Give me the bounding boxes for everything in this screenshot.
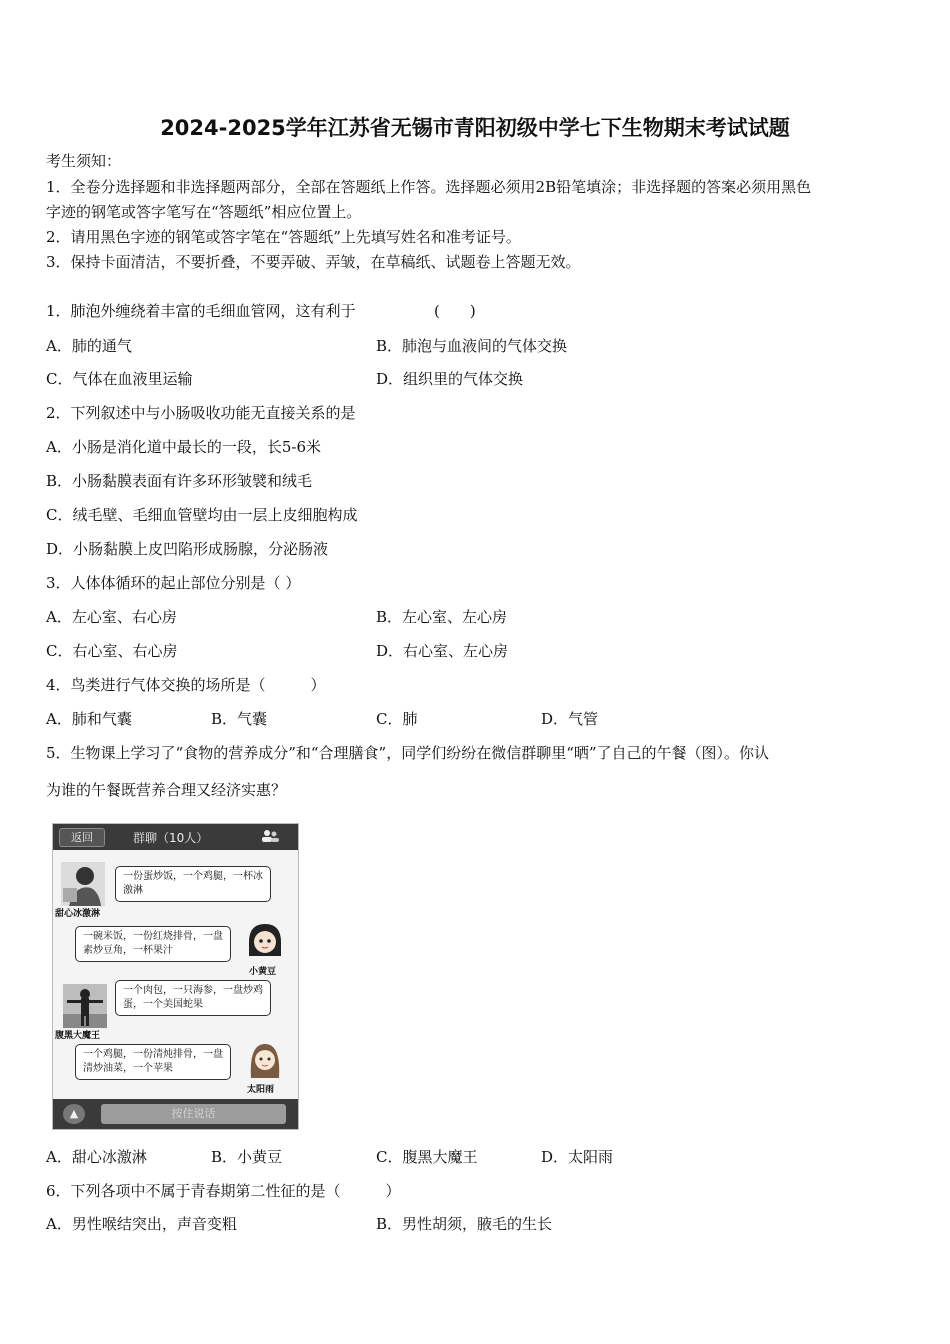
chat-header — [53, 824, 298, 850]
q1-option-a: A．肺的通气 — [46, 337, 132, 355]
q2-option-c: C．绒毛壁、毛细血管壁均由一层上皮细胞构成 — [46, 506, 358, 524]
avatar-sweetheart — [61, 862, 105, 906]
wechat-group-screenshot — [52, 823, 299, 1130]
q2-option-d: D．小肠黏膜上皮凹陷形成肠腺，分泌肠液 — [46, 540, 329, 558]
chat-title: 群聊（10人） — [133, 831, 209, 845]
q6-option-a: A．男性喉结突出，声音变粗 — [46, 1215, 237, 1233]
chat-message-4: 一个鸡腿，一份清炖排骨，一盘清炒油菜，一个苹果 — [75, 1044, 231, 1080]
notice-line-3: 3．保持卡面清洁，不要折叠，不要弄破、弄皱，在草稿纸、试题卷上答题无效。 — [46, 253, 581, 271]
q1-option-d: D．组织里的气体交换 — [376, 370, 524, 388]
people-icon — [260, 829, 280, 846]
q1-option-c: C．气体在血液里运输 — [46, 370, 193, 388]
q2-option-a: A．小肠是消化道中最长的一段，长5-6米 — [46, 438, 321, 456]
q2-option-b: B．小肠黏膜表面有许多环形皱襞和绒毛 — [46, 472, 313, 490]
keyboard-toggle-icon: ▲ — [63, 1104, 85, 1124]
q3-option-a: A．左心室、右心房 — [46, 608, 177, 626]
notice-line-1b: 字迹的钢笔或答字笔写在“答题纸”相应位置上。 — [46, 203, 362, 221]
q5-stem-line-1: 5．生物课上学习了“食物的营养成分”和“合理膳食”，同学们纷纷在微信群聊里“晒”了自己的午餐（图）。你认 — [46, 744, 770, 762]
notice-heading: 考生须知： — [46, 152, 122, 170]
q6-option-b: B．男性胡须，腋毛的生长 — [376, 1215, 553, 1233]
notice-line-2: 2．请用黑色字迹的钢笔或答字笔在“答题纸”上先填写姓名和准考证号。 — [46, 228, 521, 246]
q3-option-d: D．右心室、左心房 — [376, 642, 509, 660]
q5-stem-line-2: 为谁的午餐既营养合理又经济实惠？ — [46, 781, 287, 799]
avatar-dark-demon-king — [63, 984, 107, 1028]
chat-back-button: 返回 — [59, 828, 105, 847]
q6-stem: 6．下列各项中不属于青春期第二性征的是（ ） — [46, 1182, 401, 1200]
page-title: 2024-2025学年江苏省无锡市青阳初级中学七下生物期末考试试题 — [160, 116, 790, 140]
notice-line-1a: 1．全卷分选择题和非选择题两部分，全部在答题纸上作答。选择题必须用2B铅笔填涂；非选择题的答案必须用黑色 — [46, 178, 812, 196]
q4-option-c: C．肺 — [376, 710, 418, 728]
q3-stem: 3．人体体循环的起止部位分别是（ ） — [46, 574, 301, 592]
q2-stem: 2．下列叙述中与小肠吸收功能无直接关系的是 — [46, 404, 356, 422]
q1-paren: ( ) — [434, 302, 476, 320]
q1-stem: 1．肺泡外缠绕着丰富的毛细血管网，这有利于 — [46, 302, 356, 320]
q5-option-d: D．太阳雨 — [541, 1148, 614, 1166]
q5-option-b: B．小黄豆 — [211, 1148, 283, 1166]
name-little-bean: 小黄豆 — [249, 967, 277, 977]
q3-option-b: B．左心室、左心房 — [376, 608, 508, 626]
hold-to-talk-button: 按住说话 — [101, 1104, 286, 1124]
q1-option-b: B．肺泡与血液间的气体交换 — [376, 337, 568, 355]
q5-option-c: C．腹黑大魔王 — [376, 1148, 478, 1166]
name-dark-demon-king: 腹黑大魔王 — [55, 1031, 101, 1041]
chat-message-1: 一份蛋炒饭，一个鸡腿，一杯冰激淋 — [115, 866, 271, 902]
q4-option-d: D．气管 — [541, 710, 599, 728]
chat-input-bar — [53, 1099, 298, 1129]
avatar-little-bean — [243, 920, 287, 964]
name-sun-rain: 太阳雨 — [247, 1085, 275, 1095]
q3-option-c: C．右心室、右心房 — [46, 642, 178, 660]
chat-message-2: 一碗米饭，一份红烧排骨，一盘素炒豆角，一杯果汁 — [75, 926, 231, 962]
name-sweetheart: 甜心冰激淋 — [55, 909, 101, 919]
q4-stem: 4．鸟类进行气体交换的场所是（ ） — [46, 676, 326, 694]
q5-option-a: A．甜心冰激淋 — [46, 1148, 147, 1166]
q4-option-b: B．气囊 — [211, 710, 268, 728]
avatar-sun-rain — [243, 1038, 287, 1082]
q4-option-a: A．肺和气囊 — [46, 710, 132, 728]
chat-message-3: 一个肉包，一只海参，一盘炒鸡蛋，一个美国蛇果 — [115, 980, 271, 1016]
